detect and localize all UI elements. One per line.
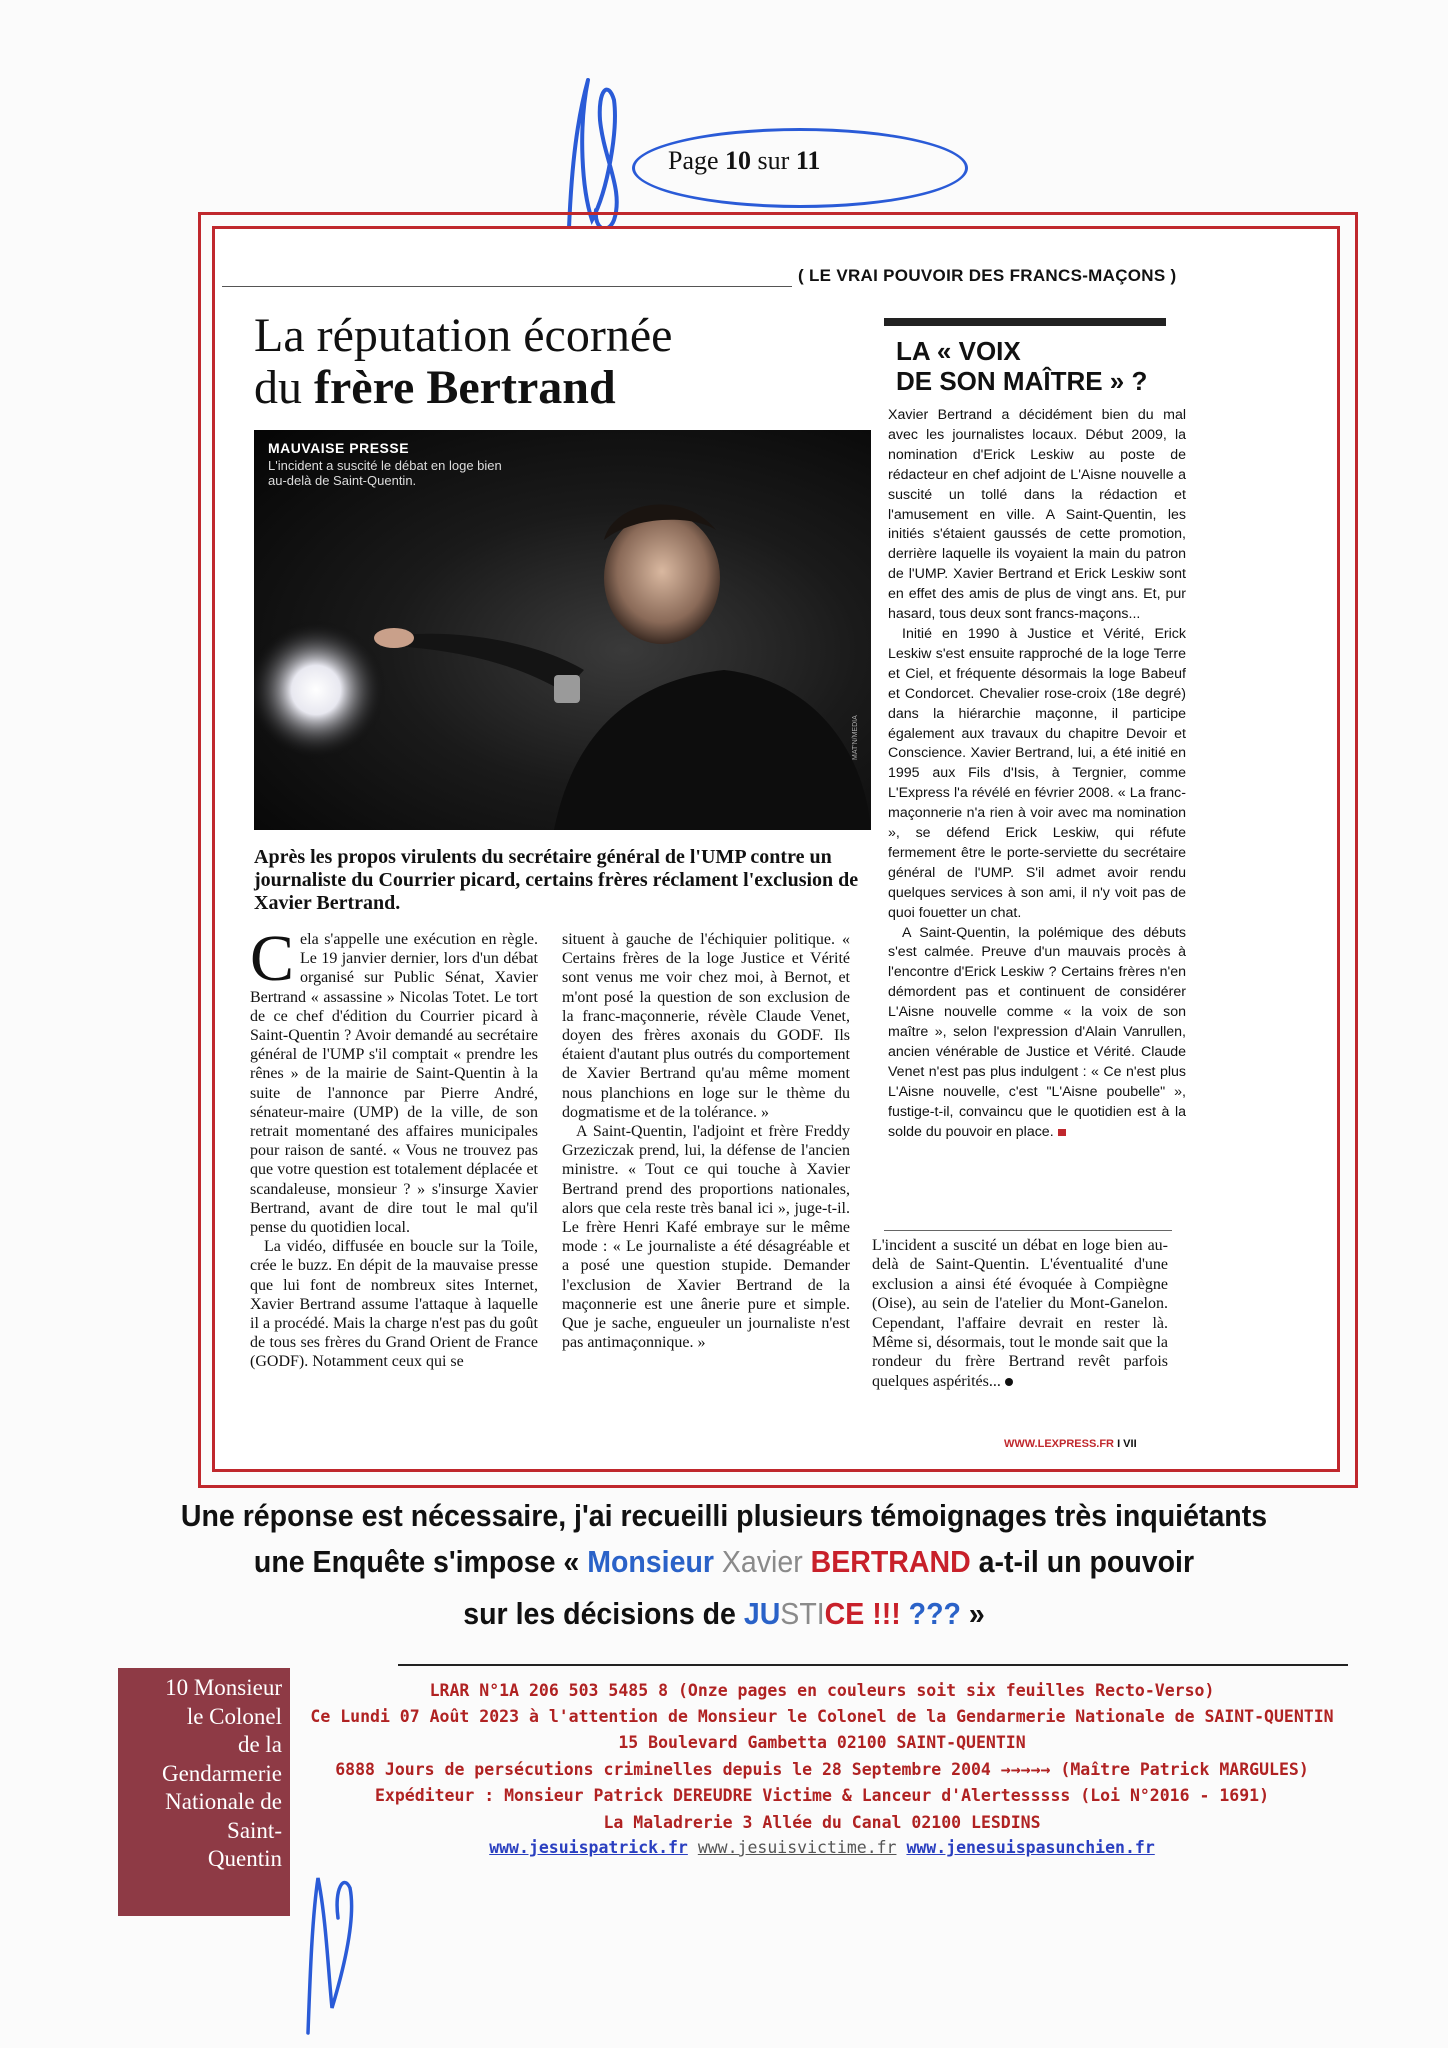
cta-line-2: une Enquête s'impose « Monsieur Xavier BERTRAND a-t-il un pouvoir bbox=[253, 1544, 1195, 1579]
sidebar-text: Xavier Bertrand a décidément bien du mal avec les journalistes locaux. Début 2009, la nomination d'Erick Leskiw au poste de rédacteur en chef adjoint de L'Aisne nouvelle a suscité un tollé dans la rédaction et l'amusement en ville. A Saint-Quentin, les initiés s'étaient gaussés de cette promotion, derrière laquelle ils voyaient la main du patron de l'UMP. Xavier Bertrand et Erick Leskiw sont en effet des amis de plus de vingt ans. Et, pur hasard, tous deux sont francs-maçons... Initié en 1990 à Justice et Vérité, Erick Leskiw s'est ensuite rapproché de la loge Terre et Ciel, et fréquente désormais la loge Babeuf et Condorcet. Chevalier rose-croix (18e degré) dans la hiérarchie maçonne, il participe également aux travaux du chapitre Devoir et Conscience. Xavier Bertrand, lui, a été initié en 1995 aux Fils d'Isis, à Tergnier, comme L'Express l'a révélé en février 2008. « La franc-maçonnerie n'a rien à voir avec ma nomination », se défend Erick Leskiw, qui réfute fermement être le porte-serviette du secrétaire général de l'UMP. S'il admet avoir rendu quelques services à son ami, il n'y voit pas de quoi fouetter un chat. A Saint-Quentin, la polémique des débuts s'est calmée. Preuve d'un mauvais procès à l'encontre d'Erick Leskiw ? Certains frères n'en démordent pas et continuent de considérer L'Aisne nouvelle comme « la voix de son maître », selon l'expression d'Alain Vanrullen, ancien vénérable de Justice et Vérité. Claude Venet n'est pas plus indulgent : « Ce n'est plus L'Aisne nouvelle, c'est "L'Aisne poubelle" », fustige-t-il, convaincu que le quotidien est à la solde du pouvoir en place. bbox=[888, 407, 1186, 1140]
link-jesuispatrick[interactable]: www.jesuispatrick.fr bbox=[489, 1838, 688, 1857]
article-column-2: situent à gauche de l'échiquier politique. « Certains frères de la loge Justice et Vérité sont venus me voir chez moi, à Bernot, et m'ont posé la question de son exclusion de la franc-maçonnerie, révèle Claude Venet, doyen des frères axonais du GODF. Ils étaient d'autant plus outrés du comportement de Xavier Bertrand qu'au même moment nous planchions en loge sur le thème du dogmatisme et de la tolérance. » A Saint-Quentin, l'adjoint et frère Freddy Grzeziczak prend, lui, la défense de l'ancien ministre. « Tout ce qui touche à Xavier Bertrand prend des proportions nationales, alors que cela reste très banal ici », juge-t-il. Le frère Henri Kafé embraye sur le même mode : « Le journaliste a été désagréable et a posé une question stupide. Demander l'exclusion de Xavier Bertrand de la maçonnerie est une ânerie pure et simple. Que je sache, engueuler un journaliste n'est pas antimaçonnique. » bbox=[562, 931, 850, 1352]
footer-line-3: 15 Boulevard Gambetta 02100 SAINT-QUENTIN bbox=[618, 1733, 1026, 1752]
page-number: Page 10 sur 11 bbox=[668, 146, 821, 175]
sidebar-rule bbox=[884, 318, 1166, 326]
end-dot-icon bbox=[1005, 1378, 1013, 1386]
article-source: WWW.LEXPRESS.FR I VII bbox=[1004, 1438, 1137, 1450]
recipient-box: 10 Monsieur le Colonel de la Gendarmerie Nationale de Saint- Quentin bbox=[118, 1668, 290, 1916]
footer-links bbox=[296, 1838, 1348, 1857]
footer-line-6: La Maladrerie 3 Allée du Canal 02100 LESDINS bbox=[603, 1813, 1041, 1832]
photo-illustration bbox=[254, 430, 871, 830]
end-mark-icon bbox=[1058, 1129, 1066, 1136]
photo-caption: L'incident a suscité le débat en loge bien au-delà de Saint-Quentin. bbox=[268, 458, 502, 488]
photo-credit: MAT'N/MEDIA bbox=[852, 715, 859, 760]
link-jenesuispasunchien[interactable]: www.jenesuispasunchien.fr bbox=[906, 1838, 1155, 1857]
cta-line-1: Une réponse est nécessaire, j'ai recueilli plusieurs témoignages très inquiétants bbox=[180, 1498, 1268, 1533]
drop-cap: C bbox=[250, 922, 295, 995]
sidebar-separator bbox=[884, 1230, 1172, 1231]
article-lede: Après les propos virulents du secrétaire général de l'UMP contre un journaliste du Courrier picard, certains frères réclament l'exclusion de Xavier Bertrand. bbox=[254, 846, 859, 914]
rubric-rule bbox=[222, 286, 792, 287]
footer-line-1: LRAR N°1A 206 503 5485 8 (Onze pages en couleurs soit six feuilles Recto-Verso) bbox=[429, 1681, 1215, 1700]
handwritten-initial-bottom bbox=[298, 1858, 368, 2038]
footer-rule bbox=[398, 1664, 1348, 1666]
footer-line-2: Ce Lundi 07 Août 2023 à l'attention de Monsieur le Colonel de la Gendarmerie Nationale de SAINT-QUENTIN bbox=[310, 1707, 1334, 1726]
article-photo bbox=[254, 430, 871, 830]
article-headline: La réputation écornée du frère Bertrand bbox=[254, 309, 673, 414]
article-rubric: ( LE VRAI POUVOIR DES FRANCS-MAÇONS ) bbox=[798, 266, 1177, 285]
footer-line-5: Expéditeur : Monsieur Patrick DEREUDRE Victime & Lanceur d'Alertesssss (Loi N°2016 - 1691) bbox=[374, 1786, 1270, 1805]
cta-line-3: sur les décisions de JUSTICE !!! ??? » bbox=[463, 1596, 985, 1631]
article-column-1: Cela s'appelle une exécution en règle. Le 19 janvier dernier, lors d'un débat organisé sur Public Sénat, Xavier Bertrand « assassine » Nicolas Totet. Le tort de ce chef d'édition du Courrier picard à Saint-Quentin ? Avoir demandé au secrétaire général de l'UMP s'il comptait « prendre les rênes » de la mairie de Saint-Quentin à la suite de l'annonce par Pierre André, sénateur-maire (UMP) de la ville, de son retrait momentané des affaires municipales pour raison de santé. « Vous ne trouvez pas que votre question est totalement déplacée et scandaleuse, monsieur ? » s'insurge Xavier Bertrand, avant de dire tout le mal qu'il pense du quotidien local. La vidéo, diffusée en boucle sur la Toile, crée le buzz. En dépit de la mauvaise presse que lui font de nombreux sites Internet, Xavier Bertrand assume l'attaque à laquelle il a procédé. Mais la charge n'est pas du goût de tous ses frères du Grand Orient de France (GODF). Notamment ceux qui se bbox=[250, 922, 538, 1371]
sidebar-title: LA « VOIX DE SON MAÎTRE » ? bbox=[896, 336, 1148, 396]
footer-line-4: 6888 Jours de persécutions criminelles depuis le 28 Septembre 2004 →→→→→ (Maître Patrick MARGULES) bbox=[335, 1760, 1309, 1779]
link-jesuisvictime[interactable]: www.jesuisvictime.fr bbox=[697, 1838, 897, 1857]
photo-caption-title: MAUVAISE PRESSE bbox=[268, 440, 410, 456]
article-conclusion: L'incident a suscité un débat en loge bien au-delà de Saint-Quentin. L'éventualité d'une exclusion a ainsi été évoquée à Compiègne (Oise), au sein de l'atelier du Mont-Ganelon. Cependant, l'affaire devrait en rester là. Même si, désormais, tout le monde sait que la rondeur du frère Bertrand revêt parfois quelques aspérités... bbox=[872, 1237, 1168, 1390]
